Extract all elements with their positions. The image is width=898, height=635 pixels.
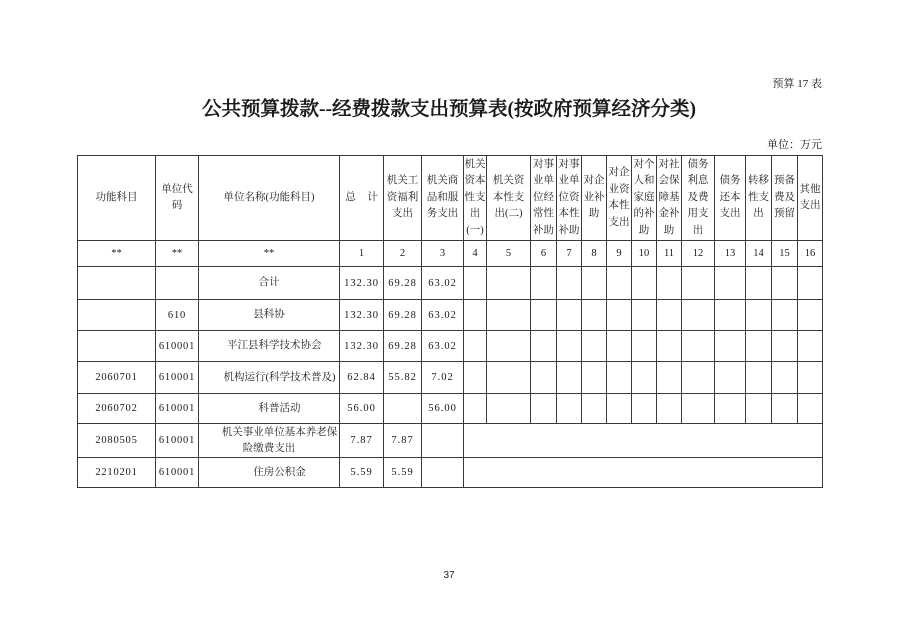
cell-function-code: [78, 267, 156, 300]
table-row: [78, 300, 823, 331]
empty-cell: [582, 362, 607, 394]
empty-cell: [798, 331, 823, 362]
empty-cell: [607, 267, 632, 300]
header-label: 单位代码: [161, 183, 193, 211]
cell-unit-name: 科普活动: [199, 394, 340, 424]
header-other-expense: [798, 156, 823, 241]
cell-goods-services: [422, 424, 464, 458]
header-label: 机关资本性支出(一): [464, 158, 486, 236]
header-label: 预备费及预留: [773, 175, 795, 220]
empty-cell: [557, 267, 582, 300]
empty-cell: [772, 362, 798, 394]
cell-unit-code: 610: [156, 300, 199, 331]
header-label: 单位名称(功能科目): [223, 191, 315, 203]
cell-goods-services: [422, 458, 464, 488]
empty-cell: [531, 362, 557, 394]
empty-cell: [464, 424, 823, 458]
header-label: 对事业单位资本性补助: [558, 158, 580, 236]
empty-cell: [682, 267, 715, 300]
empty-cell: [798, 300, 823, 331]
empty-cell: [715, 300, 746, 331]
index-cell: **: [78, 241, 156, 267]
empty-cell: [798, 394, 823, 424]
cell-goods-services: 7.02: [422, 362, 464, 394]
table-row: [78, 394, 823, 424]
cell-total: 132.30: [340, 300, 384, 331]
empty-cell: [632, 362, 657, 394]
empty-cell: [746, 362, 772, 394]
empty-cell: [464, 394, 487, 424]
empty-cell: [557, 300, 582, 331]
empty-cell: [746, 300, 772, 331]
empty-cell: [531, 267, 557, 300]
cell-total: 132.30: [340, 331, 384, 362]
index-cell: 1: [340, 241, 384, 267]
header-label: 对事业单位经常性补助: [532, 158, 554, 236]
cell-wages-welfare: 55.82: [384, 362, 422, 394]
empty-cell: [657, 300, 682, 331]
header-transfer-expense: [746, 156, 772, 241]
cell-total: 7.87: [340, 424, 384, 458]
empty-cell: [464, 362, 487, 394]
empty-cell: [657, 362, 682, 394]
header-label: 其他支出: [799, 183, 821, 211]
cell-total: 132.30: [340, 267, 384, 300]
index-cell: 16: [798, 241, 823, 267]
empty-cell: [464, 458, 823, 488]
empty-cell: [682, 331, 715, 362]
cell-goods-services: 56.00: [422, 394, 464, 424]
header-label: 机关商品和服务支出: [426, 175, 459, 220]
index-cell: 14: [746, 241, 772, 267]
header-label: 机关工资福利支出: [386, 175, 419, 220]
empty-cell: [746, 331, 772, 362]
cell-unit-code: 610001: [156, 424, 199, 458]
cell-goods-services: 63.02: [422, 267, 464, 300]
empty-cell: [657, 394, 682, 424]
cell-function-code: 2210201: [78, 458, 156, 488]
cell-unit-code: 610001: [156, 394, 199, 424]
index-cell: 5: [487, 241, 531, 267]
budget-table: [77, 155, 823, 488]
empty-cell: [632, 394, 657, 424]
cell-goods-services: 63.02: [422, 331, 464, 362]
empty-cell: [632, 300, 657, 331]
empty-cell: [632, 331, 657, 362]
header-institution-capital-subsidy: [557, 156, 582, 241]
index-cell: 7: [557, 241, 582, 267]
cell-function-code: 2060702: [78, 394, 156, 424]
table-row: [78, 267, 823, 300]
page-number: 37: [443, 570, 455, 581]
cell-wages-welfare: 5.59: [384, 458, 422, 488]
header-label: 转移性支出: [747, 175, 769, 220]
empty-cell: [487, 267, 531, 300]
empty-cell: [607, 362, 632, 394]
empty-cell: [715, 331, 746, 362]
cell-unit-name: 住房公积金: [199, 458, 340, 488]
index-cell: 12: [682, 241, 715, 267]
empty-cell: [715, 267, 746, 300]
empty-cell: [464, 300, 487, 331]
header-label: 总 计: [345, 191, 378, 203]
header-wages-welfare: [384, 156, 422, 241]
empty-cell: [464, 331, 487, 362]
empty-cell: [582, 267, 607, 300]
cell-wages-welfare: 69.28: [384, 267, 422, 300]
index-cell: 13: [715, 241, 746, 267]
empty-cell: [715, 394, 746, 424]
cell-function-code: [78, 300, 156, 331]
cell-unit-code: 610001: [156, 331, 199, 362]
header-label: 对个人和家庭的补助: [633, 158, 655, 236]
index-row: [78, 241, 823, 267]
empty-cell: [772, 300, 798, 331]
empty-cell: [607, 331, 632, 362]
empty-cell: [607, 394, 632, 424]
empty-cell: [582, 300, 607, 331]
empty-cell: [487, 300, 531, 331]
empty-cell: [487, 331, 531, 362]
header-row: [78, 156, 823, 241]
cell-unit-name: 合计: [199, 267, 340, 300]
table-row: [78, 331, 823, 362]
header-reserve: [772, 156, 798, 241]
index-cell: 9: [607, 241, 632, 267]
index-cell: 15: [772, 241, 798, 267]
header-function-subject: [78, 156, 156, 241]
empty-cell: [531, 394, 557, 424]
header-label: 对社会保障基金补助: [658, 158, 680, 236]
empty-cell: [798, 267, 823, 300]
cell-goods-services: 63.02: [422, 300, 464, 331]
empty-cell: [746, 394, 772, 424]
cell-unit-code: [156, 267, 199, 300]
empty-cell: [657, 267, 682, 300]
empty-cell: [772, 331, 798, 362]
empty-cell: [682, 394, 715, 424]
cell-unit-code: 610001: [156, 362, 199, 394]
empty-cell: [464, 267, 487, 300]
header-label: 债务还本支出: [719, 175, 741, 220]
header-debt-interest: [682, 156, 715, 241]
header-enterprise-capital-expense: [607, 156, 632, 241]
header-capital-expense-1: [464, 156, 487, 241]
table-number-label: 预算 17 表: [772, 78, 822, 90]
header-unit-code: [156, 156, 199, 241]
header-label: 对企业资本性支出: [608, 167, 630, 228]
table-row: [78, 458, 823, 488]
cell-function-code: [78, 331, 156, 362]
header-capital-expense-2: [487, 156, 531, 241]
cell-wages-welfare: 7.87: [384, 424, 422, 458]
header-institution-regular-subsidy: [531, 156, 557, 241]
empty-cell: [557, 331, 582, 362]
index-cell: **: [156, 241, 199, 267]
header-goods-services: [422, 156, 464, 241]
empty-cell: [582, 394, 607, 424]
cell-unit-code: 610001: [156, 458, 199, 488]
empty-cell: [487, 362, 531, 394]
cell-wages-welfare: 69.28: [384, 331, 422, 362]
empty-cell: [487, 394, 531, 424]
cell-total: 5.59: [340, 458, 384, 488]
table-row: [78, 362, 823, 394]
empty-cell: [632, 267, 657, 300]
empty-cell: [772, 267, 798, 300]
cell-function-code: 2080505: [78, 424, 156, 458]
header-label: 对企业补助: [583, 175, 605, 220]
empty-cell: [772, 394, 798, 424]
empty-cell: [746, 267, 772, 300]
cell-unit-name: 机构运行(科学技术普及): [199, 362, 340, 394]
empty-cell: [557, 394, 582, 424]
cell-wages-welfare: [384, 394, 422, 424]
header-total: [340, 156, 384, 241]
empty-cell: [557, 362, 582, 394]
index-cell: 6: [531, 241, 557, 267]
header-debt-principal: [715, 156, 746, 241]
empty-cell: [682, 362, 715, 394]
header-household-subsidy: [632, 156, 657, 241]
index-cell: 3: [422, 241, 464, 267]
header-label: 功能科目: [95, 191, 138, 203]
cell-total: 56.00: [340, 394, 384, 424]
cell-function-code: 2060701: [78, 362, 156, 394]
index-cell: 8: [582, 241, 607, 267]
header-label: 债务利息及费用支出: [687, 158, 709, 236]
unit-label: 单位：万元: [767, 139, 822, 151]
empty-cell: [798, 362, 823, 394]
table-row: [78, 424, 823, 458]
empty-cell: [531, 331, 557, 362]
index-cell: 11: [657, 241, 682, 267]
empty-cell: [657, 331, 682, 362]
cell-unit-name: 县科协: [199, 300, 340, 331]
cell-wages-welfare: 69.28: [384, 300, 422, 331]
header-unit-name: [199, 156, 340, 241]
cell-unit-name: 机关事业单位基本养老保险缴费支出: [199, 424, 340, 458]
empty-cell: [582, 331, 607, 362]
page-title: 公共预算拨款--经费拨款支出预算表(按政府预算经济分类): [202, 99, 696, 120]
empty-cell: [607, 300, 632, 331]
index-cell: 10: [632, 241, 657, 267]
header-enterprise-subsidy: [582, 156, 607, 241]
header-label: 机关资本性支出(二): [492, 175, 525, 220]
index-cell: 4: [464, 241, 487, 267]
cell-unit-name: 平江县科学技术协会: [199, 331, 340, 362]
index-cell: **: [199, 241, 340, 267]
cell-total: 62.84: [340, 362, 384, 394]
empty-cell: [531, 300, 557, 331]
empty-cell: [715, 362, 746, 394]
empty-cell: [682, 300, 715, 331]
index-cell: 2: [384, 241, 422, 267]
header-social-security-fund-subsidy: [657, 156, 682, 241]
